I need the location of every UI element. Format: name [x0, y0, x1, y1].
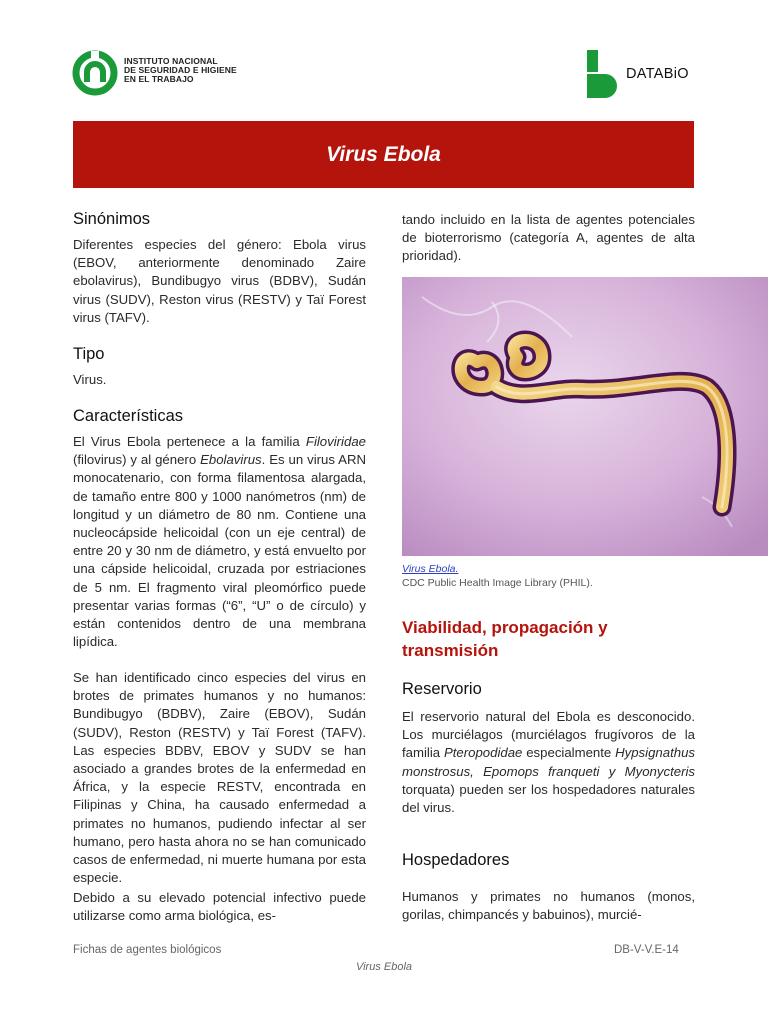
databio-brand: DATABiO: [626, 66, 689, 82]
reservorio-text: [402, 708, 695, 817]
footer-series: Fichas de agentes biológicos: [73, 944, 222, 956]
footer-title: Virus Ebola: [355, 961, 413, 973]
continuation-text: tando incluido en la lista de agentes potenciales de bioterrorismo (categoría A, agentes de alta prioridad).: [402, 212, 695, 264]
hospedadores-text: Humanos y primates no humanos (monos, gorilas, chimpancés y babuinos), murcié-: [402, 889, 695, 923]
institute-name-line-3: EN EL TRABAJO: [124, 74, 194, 84]
reservorio-heading: Reservorio: [402, 680, 482, 698]
institute-name: [124, 57, 237, 84]
ebola-virus-micrograph: [402, 277, 768, 556]
car-p1-family: Filoviridae: [305, 434, 366, 449]
car-p1-text-a: El Virus Ebola pertenece a la familia: [73, 434, 306, 449]
databio-b-icon: [585, 50, 625, 100]
institute-emblem-icon: [72, 50, 120, 98]
caracteristicas-heading: Características: [73, 407, 184, 425]
databio-logo: [585, 50, 705, 100]
car-p1-text-c: . Es un virus ARN monocatenario, con forma filamentosa alargada, de tamaño entre 800 y 1000 nanómetros (nm) de longitud y un diámetro de 80 nm. Contiene una nucleocápside helicoidal (con un eje central) de entre 20 y 30 nm de diámetro, y está envuelto por una cápside helicoidal, cruzada por estriaciones de 5 nm. El fragmento viral pleomórfico puede presentar varias formas (“6”, “U” o de círculo) y están contenidos dentro de una membrana lipídica.: [73, 452, 366, 650]
res-text-c: torquata) pueden ser los hospedadores naturales del virus.: [402, 781, 695, 816]
viabilidad-heading: Viabilidad, propagación y transmisión: [402, 618, 608, 660]
res-family: Pteropodidae: [443, 745, 523, 761]
caracteristicas-paragraph-2: Se han identificado cinco especies del virus en brotes de primates humanos y no humanos: Bundibugyo (BDBV), Zaire (EBOV), Sudán (SUDV), Reston (RESTV) y Taï Forest (TAFV). Las especies BDBV, EBOV y SUDV se han asociado a grandes brotes de la enfermedad en África, y la especie RESTV, encontrada en Filipinas y China, ha causado enfermedad a primates no humanos, pudiendo infectar al ser humano, pero hasta ahora no se han comunicado casos de enfermedad, ni muerte humana por esta especie.: [73, 670, 366, 886]
image-caption: [402, 562, 593, 590]
caracteristicas-paragraph-1: [73, 433, 366, 651]
caracteristicas-paragraph-3: Debido a su elevado potencial infectivo puede utilizarse como arma biológica, es-: [73, 890, 366, 924]
caption-credit: CDC Public Health Image Library (PHIL).: [402, 577, 593, 589]
res-text-a: El reservorio natural del Ebola es desconocido. Los murciélagos (murciélagos frugívoros de la familia: [402, 709, 695, 761]
tipo-heading: Tipo: [73, 345, 105, 363]
title-banner: [73, 121, 694, 188]
page-title: Virus Ebola: [326, 143, 441, 166]
car-p1-genus: Ebolavirus: [200, 452, 262, 468]
ebola-virus-image-icon: [402, 277, 768, 556]
institute-logo: [72, 50, 272, 98]
res-species: Hypsignathus monstrosus, Epomops franqueti y Myonycteris: [402, 745, 695, 779]
institute-name-line-2: DE SEGURIDAD E HIGIENE: [124, 65, 237, 75]
car-p1-text-b: (filovirus) y al género: [73, 452, 201, 468]
caption-link[interactable]: Virus Ebola.: [402, 563, 459, 575]
sinonimos-heading: Sinónimos: [73, 210, 151, 228]
res-text-b: especialmente: [522, 745, 616, 761]
tipo-text: Virus.: [73, 372, 107, 387]
hospedadores-heading: Hospedadores: [402, 851, 510, 869]
institute-name-line-1: INSTITUTO NACIONAL: [124, 56, 218, 66]
sinonimos-text: Diferentes especies del género: Ebola virus (EBOV, anteriormente denominado Zaire ebolavirus), Bundibugyo virus (BDBV), Sudán virus (SUDV), Reston virus (RESTV) y Taï Forest virus (TAFV).: [73, 237, 366, 325]
footer-code: DB-V-V.E-14: [614, 944, 679, 956]
